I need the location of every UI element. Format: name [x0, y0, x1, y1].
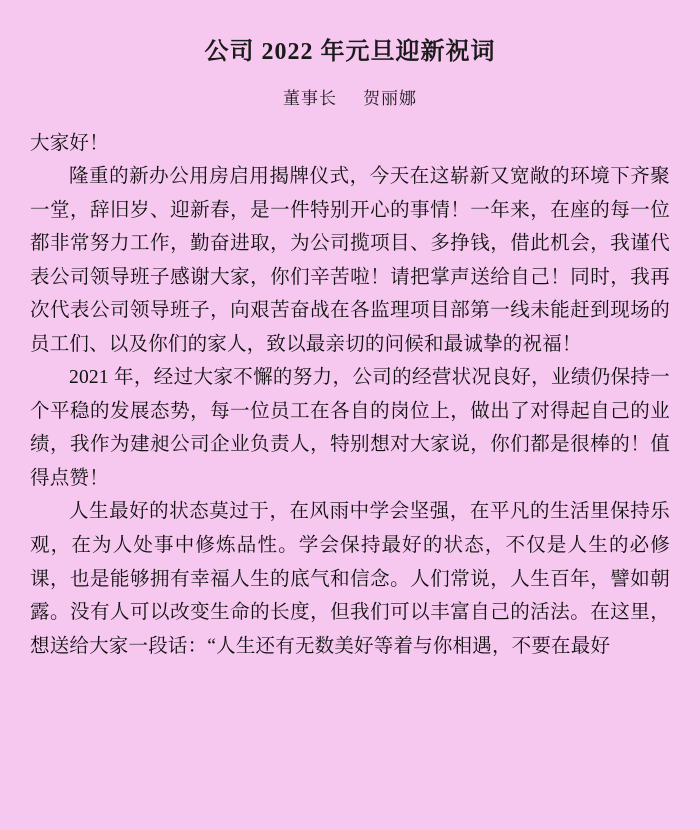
byline-name: 贺丽娜 [363, 88, 417, 108]
byline-role: 董事长 [283, 88, 337, 108]
page-title: 公司 2022 年元旦迎新祝词 [204, 39, 496, 65]
paragraph-2: 2021 年，经过大家不懈的努力，公司的经营状况良好，业绩仍保持一个平稳的发展态势，每一位员工在各自的岗位上，做出了对得起自己的业绩，我作为建昶公司企业负责人，特别想对大家说，你们都是很棒的！值得点赞！ [30, 367, 670, 489]
document-body [30, 127, 670, 664]
paragraph-greeting: 大家好！ [30, 132, 109, 154]
paragraph-1: 隆重的新办公用房启用揭牌仪式，今天在这崭新又宽敞的环境下齐聚一堂，辞旧岁、迎新春，是一件特别开心的事情！一年来，在座的每一位都非常努力工作，勤奋进取，为公司揽项目、多挣钱，借此机会，我谨代表公司领导班子感谢大家，你们辛苦啦！请把掌声送给自己！同时，我再次代表公司领导班子，向艰苦奋战在各监理项目部第一线未能赶到现场的员工们、以及你们的家人，致以最亲切的问候和最诚挚的祝福！ [30, 166, 670, 355]
byline [30, 84, 670, 109]
paragraph-3: 人生最好的状态莫过于，在风雨中学会坚强，在平凡的生活里保持乐观，在为人处事中修炼品性。学会保持最好的状态，不仅是人生的必修课，也是能够拥有幸福人生的底气和信念。人们常说，人生百年，譬如朝露。没有人可以改变生命的长度，但我们可以丰富自己的活法。在这里，想送给大家一段话：“人生还有无数美好等着与你相遇，不要在最好 [30, 501, 670, 657]
